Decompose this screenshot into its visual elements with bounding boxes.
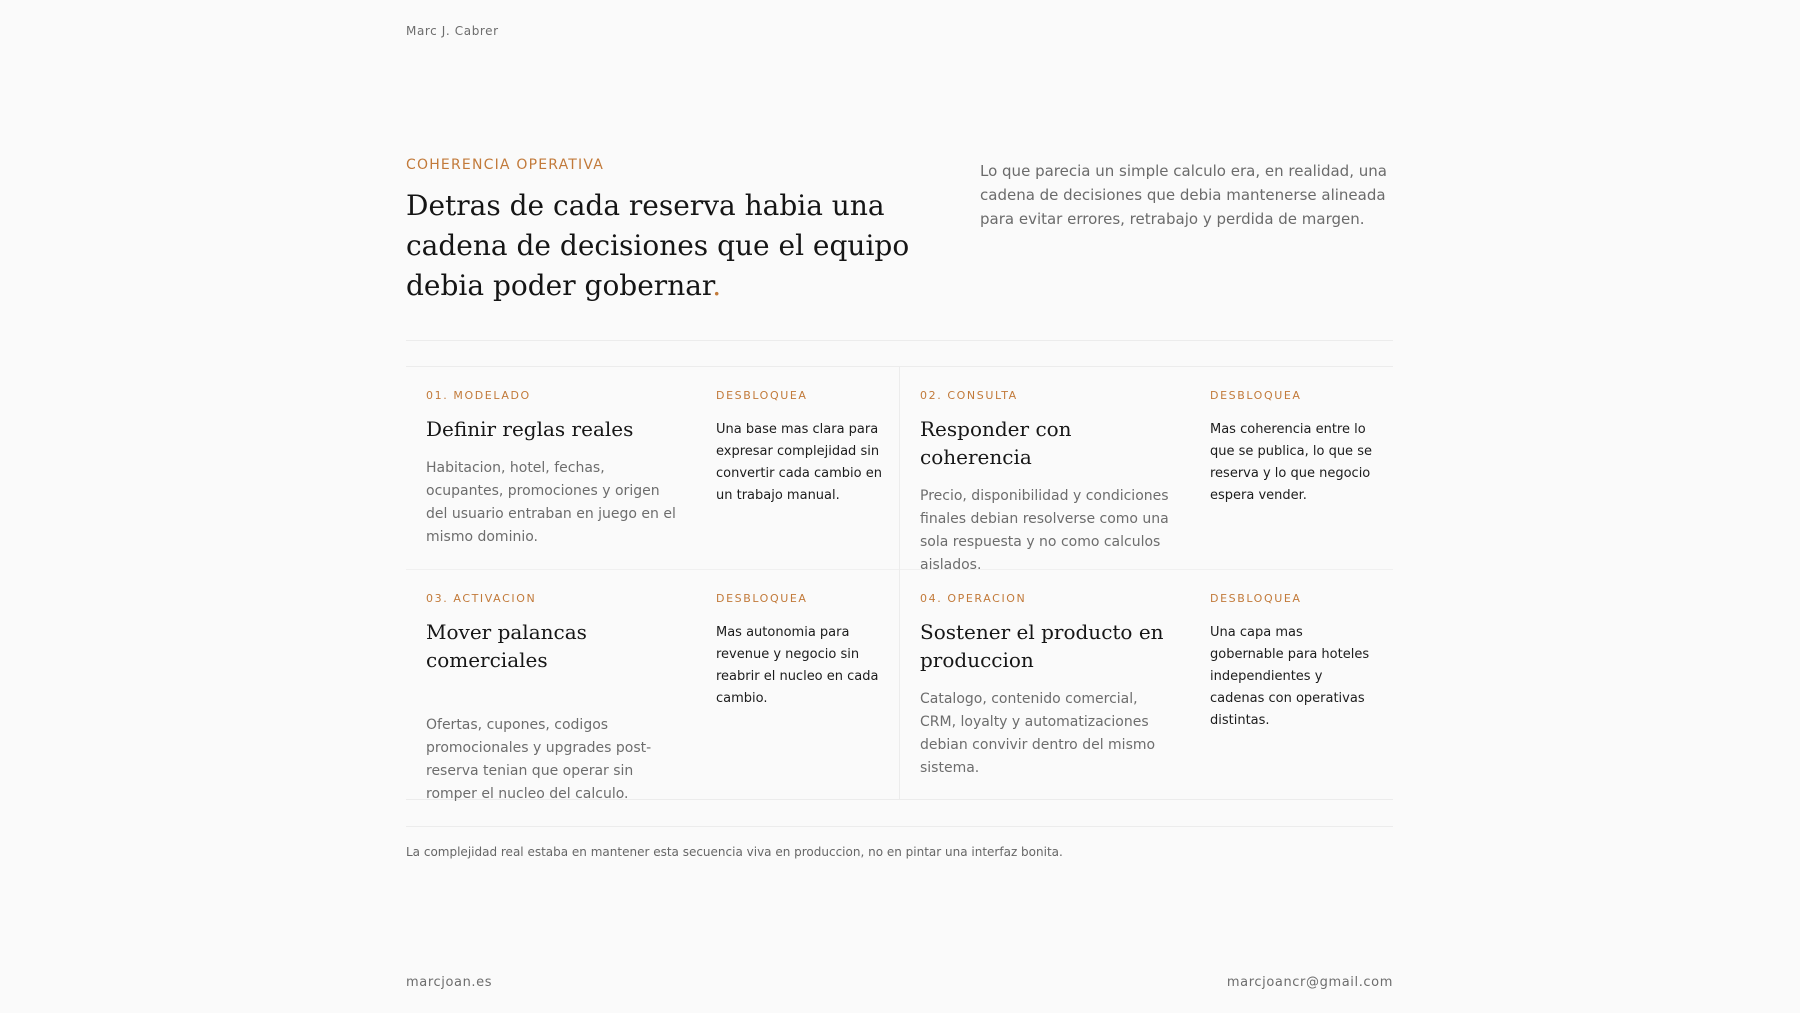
hero-headline-text: Detras de cada reserva habia una cadena de decisiones que el equipo debia poder gobernar: [406, 189, 910, 302]
unlock-text: Mas coherencia entre lo que se publica, lo que se reserva y lo que negocio espera vender.: [1210, 422, 1372, 503]
step-description: Ofertas, cupones, codigos promocionales y upgrades post-reserva tenian que operar sin romper el nucleo del calculo.: [426, 717, 652, 802]
step-card-main: [426, 390, 676, 549]
unlock-label: DESBLOQUEA: [716, 592, 808, 605]
step-number: 02. CONSULTA: [920, 389, 1018, 402]
unlock-label: DESBLOQUEA: [1210, 592, 1302, 605]
page: [406, 0, 1393, 1013]
step-card-modelado: [406, 366, 899, 569]
step-description: Habitacion, hotel, fechas, ocupantes, promociones y origen del usuario entraban en juego en el mismo dominio.: [426, 460, 676, 545]
step-card-unlock: [1210, 593, 1380, 732]
footer-email-link[interactable]: marcjoancr@gmail.com: [1226, 975, 1393, 990]
step-number: 01. MODELADO: [426, 389, 531, 402]
headline-accent-dot: .: [712, 269, 722, 302]
unlock-text: Mas autonomia para revenue y negocio sin reabrir el nucleo en cada cambio.: [716, 625, 879, 706]
step-card-activacion: [406, 569, 899, 802]
step-card-main: [920, 390, 1170, 577]
step-card-unlock: [1210, 390, 1380, 507]
footer-site-link[interactable]: marcjoan.es: [406, 975, 493, 990]
closing-footnote: La complejidad real estaba en mantener esta secuencia viva en produccion, no en pintar una interfaz bonita.: [406, 845, 1063, 859]
step-title: Responder con coherencia: [920, 417, 1072, 469]
author-name: Marc J. Cabrer: [406, 24, 499, 38]
step-title: Mover palancas comerciales: [426, 620, 587, 672]
unlock-label: DESBLOQUEA: [1210, 389, 1302, 402]
unlock-text: Una base mas clara para expresar complejidad sin convertir cada cambio en un trabajo manual.: [716, 422, 882, 503]
top-divider-outer: [406, 340, 1393, 341]
unlock-text: Una capa mas gobernable para hoteles independientes y cadenas con operativas distintas.: [1210, 625, 1370, 728]
step-card-main: [920, 593, 1170, 780]
step-title: Definir reglas reales: [426, 417, 634, 441]
step-card-consulta: [900, 366, 1393, 573]
step-card-main: [426, 593, 676, 806]
unlock-label: DESBLOQUEA: [716, 389, 808, 402]
step-number: 04. OPERACION: [920, 592, 1027, 605]
step-number: 03. ACTIVACION: [426, 592, 537, 605]
section-eyebrow: COHERENCIA OPERATIVA: [406, 157, 605, 173]
step-card-unlock: [716, 390, 886, 507]
hero-intro: Lo que parecia un simple calculo era, en realidad, una cadena de decisiones que debia mantenerse alineada para evitar errores, retrabajo y perdida de margen.: [980, 162, 1387, 228]
hero-headline: [406, 186, 966, 306]
step-description: Catalogo, contenido comercial, CRM, loyalty y automatizaciones debian convivir dentro del mismo sistema.: [920, 691, 1156, 776]
step-card-operacion: [900, 569, 1393, 799]
step-title: Sostener el producto en produccion: [920, 620, 1164, 672]
step-card-unlock: [716, 593, 886, 710]
step-description: Precio, disponibilidad y condiciones finales debian resolverse como una sola respuesta y no como calculos aislados.: [920, 488, 1169, 573]
bottom-divider-outer: [406, 826, 1393, 827]
